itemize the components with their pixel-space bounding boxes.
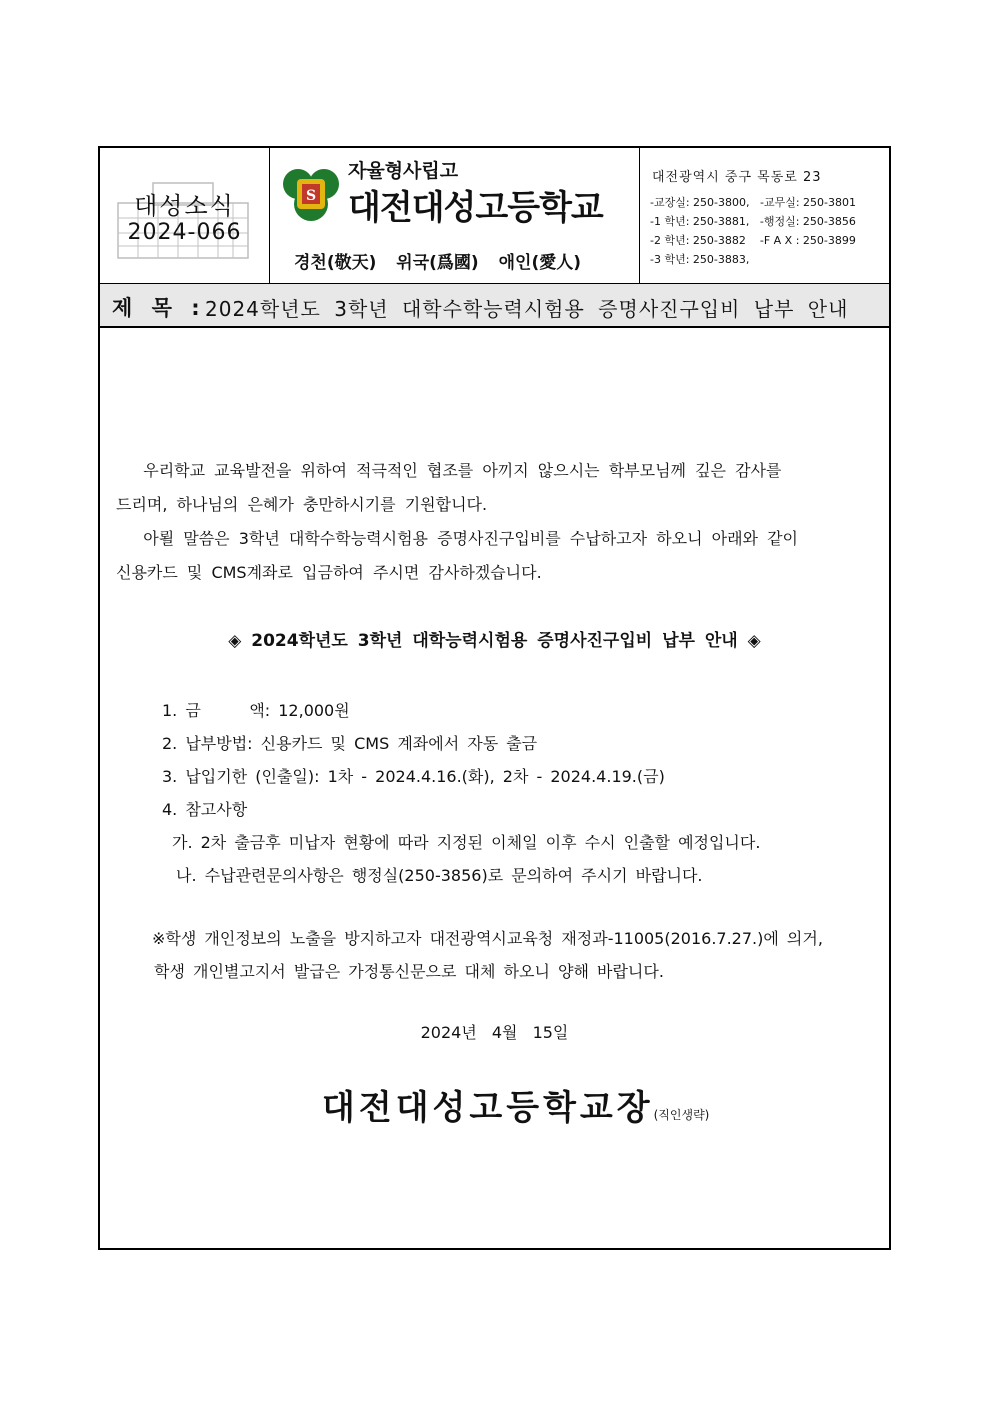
paragraph-line: 드리며, 하나님의 은혜가 충만하시기를 기원합니다. — [116, 495, 488, 514]
phone-line: -2 학년: 250-3882 -F A X : 250-3899 — [650, 234, 856, 247]
school-motto: 경천(敬天) 위국(爲國) 애인(愛人) — [294, 253, 581, 273]
subject-bar — [100, 284, 889, 328]
notice-title: 대성소식 — [134, 192, 235, 220]
privacy-note: 학생 개인별고지서 발급은 가정통신문으로 대체 하오니 양해 바랍니다. — [154, 962, 664, 981]
paragraph-line: 아뢸 말씀은 3학년 대학수학능력시험용 증명사진구입비를 수납하고자 하오니 아래와 같이 — [116, 529, 798, 548]
school-logo-icon — [280, 164, 342, 226]
phone-line: -1 학년: 250-3881, -행정실: 250-3856 — [650, 215, 856, 228]
list-item: 2. 납부방법: 신용카드 및 CMS 계좌에서 자동 출금 — [162, 734, 538, 753]
sub-list-item: 나. 수납관련문의사항은 행정실(250-3856)로 문의하여 주시기 바랍니다. — [176, 866, 703, 885]
principal-signature — [322, 1080, 709, 1129]
svg-text:S: S — [305, 188, 317, 204]
paragraph-line: 우리학교 교육발전을 위하여 적극적인 협조를 아끼지 않으시는 학부모님께 깊은 감사를 — [116, 461, 782, 480]
notice-number: 2024-066 — [127, 220, 242, 245]
letterhead — [100, 148, 889, 285]
subject-text: 2024학년도 3학년 대학수학능력시험용 증명사진구입비 납부 안내 — [205, 297, 849, 321]
school-subtitle: 자율형사립고 — [348, 160, 459, 182]
notice-box — [100, 148, 270, 283]
privacy-note: ※학생 개인정보의 노출을 방지하고자 대전광역시교육청 재정과-11005(2016.7.27.)에 의거, — [152, 929, 823, 948]
seal-omitted-note: (직인생략) — [653, 1108, 710, 1122]
school-address: 대전광역시 중구 목동로 23 — [652, 170, 822, 185]
list-item: 4. 참고사항 — [162, 800, 248, 819]
paragraph-line: 신용카드 및 CMS계좌로 입금하여 주시면 감사하겠습니다. — [116, 563, 542, 582]
school-name: 대전대성고등학교 — [348, 188, 603, 228]
section-heading: ◈ 2024학년도 3학년 대학능력시험용 증명사진구입비 납부 안내 ◈ — [228, 631, 761, 651]
contact-info — [640, 148, 889, 283]
school-identity — [270, 148, 640, 283]
signature-text: 대전대성고등학교장 — [322, 1088, 654, 1128]
subject-label: 제 목 : — [112, 296, 206, 320]
sub-list-item: 가. 2차 출금후 미납자 현황에 따라 지정된 이체일 이후 수시 인출할 예정입니다. — [172, 833, 761, 852]
issue-date: 2024년 4월 15일 — [420, 1023, 569, 1042]
phone-line: -3 학년: 250-3883, — [650, 253, 750, 266]
list-item: 3. 납입기한 (인출일): 1차 - 2024.4.16.(화), 2차 - 2024.4.19.(금) — [162, 767, 665, 786]
phone-line: -교장실: 250-3800, -교무실: 250-3801 — [650, 196, 857, 209]
document-frame — [98, 146, 891, 1250]
list-item: 1. 금 액: 12,000원 — [162, 701, 350, 720]
